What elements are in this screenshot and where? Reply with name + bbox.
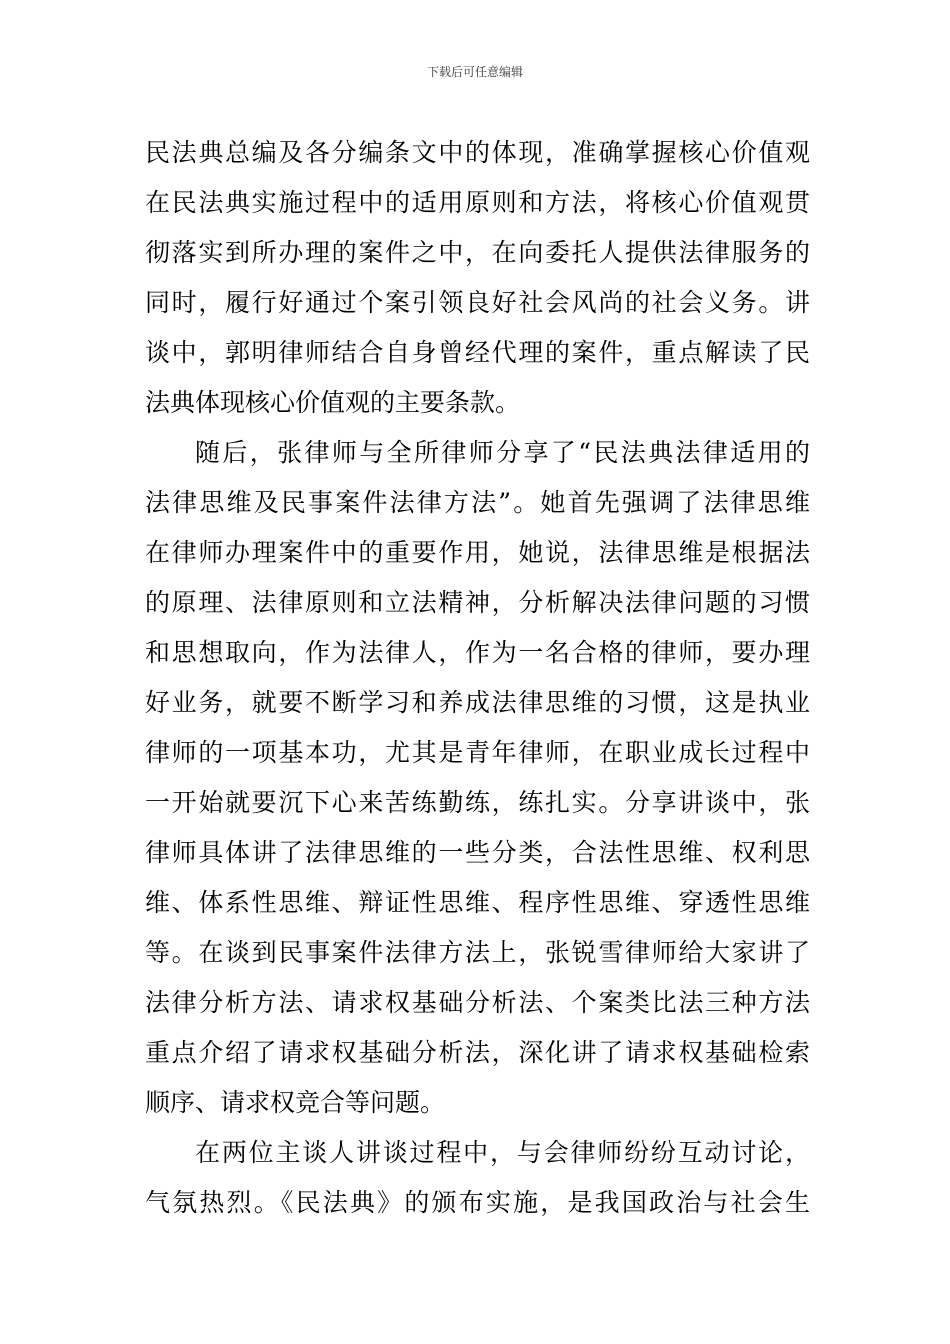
text-line: 顺序、请求权竞合等问题。 — [145, 1088, 446, 1117]
text-line: 气氛热烈。《民法典》的颁布实施，是我国政治与社会生 — [145, 1188, 810, 1217]
text-line: 随后，张律师与全所律师分享了“民法典法律适用的 — [195, 438, 810, 467]
text-line: 同时，履行好通过个案引领良好社会风尚的社会义务。讲 — [145, 288, 810, 317]
text-line: 在民法典实施过程中的适用原则和方法，将核心价值观贯 — [145, 188, 810, 217]
page-header: 下载后可任意编辑 — [426, 65, 523, 79]
text-line: 法典体现核心价值观的主要条款。 — [145, 388, 521, 417]
paragraph — [145, 1128, 810, 1228]
paragraph — [145, 428, 810, 1128]
text-line: 民法典总编及各分编条文中的体现，准确掌握核心价值观 — [145, 138, 810, 167]
paragraph — [145, 128, 810, 428]
text-line: 谈中，郭明律师结合自身曾经代理的案件，重点解读了民 — [145, 338, 810, 367]
text-line: 等。在谈到民事案件法律方法上，张锐雪律师给大家讲了 — [145, 938, 810, 967]
text-line: 彻落实到所办理的案件之中，在向委托人提供法律服务的 — [145, 238, 810, 267]
text-line: 一开始就要沉下心来苦练勤练，练扎实。分享讲谈中，张 — [145, 788, 810, 817]
text-line: 好业务，就要不断学习和养成法律思维的习惯，这是执业 — [145, 688, 810, 717]
text-line: 法律分析方法、请求权基础分析法、个案类比法三种方法 — [145, 988, 810, 1017]
text-line: 维、体系性思维、辩证性思维、程序性思维、穿透性思维 — [145, 888, 810, 917]
text-line: 和思想取向，作为法律人，作为一名合格的律师，要办理 — [145, 638, 810, 667]
text-line: 法律思维及民事案件法律方法”。她首先强调了法律思维 — [145, 488, 810, 517]
text-line: 律师的一项基本功，尤其是青年律师，在职业成长过程中 — [145, 738, 810, 767]
text-line: 律师具体讲了法律思维的一些分类，合法性思维、权利思 — [145, 838, 810, 867]
document-body — [145, 128, 810, 1228]
text-line: 在两位主谈人讲谈过程中，与会律师纷纷互动讨论， — [195, 1138, 810, 1167]
text-line: 重点介绍了请求权基础分析法，深化讲了请求权基础检索 — [145, 1038, 810, 1067]
text-line: 的原理、法律原则和立法精神，分析解决法律问题的习惯 — [145, 588, 810, 617]
text-line: 在律师办理案件中的重要作用，她说，法律思维是根据法 — [145, 538, 810, 567]
